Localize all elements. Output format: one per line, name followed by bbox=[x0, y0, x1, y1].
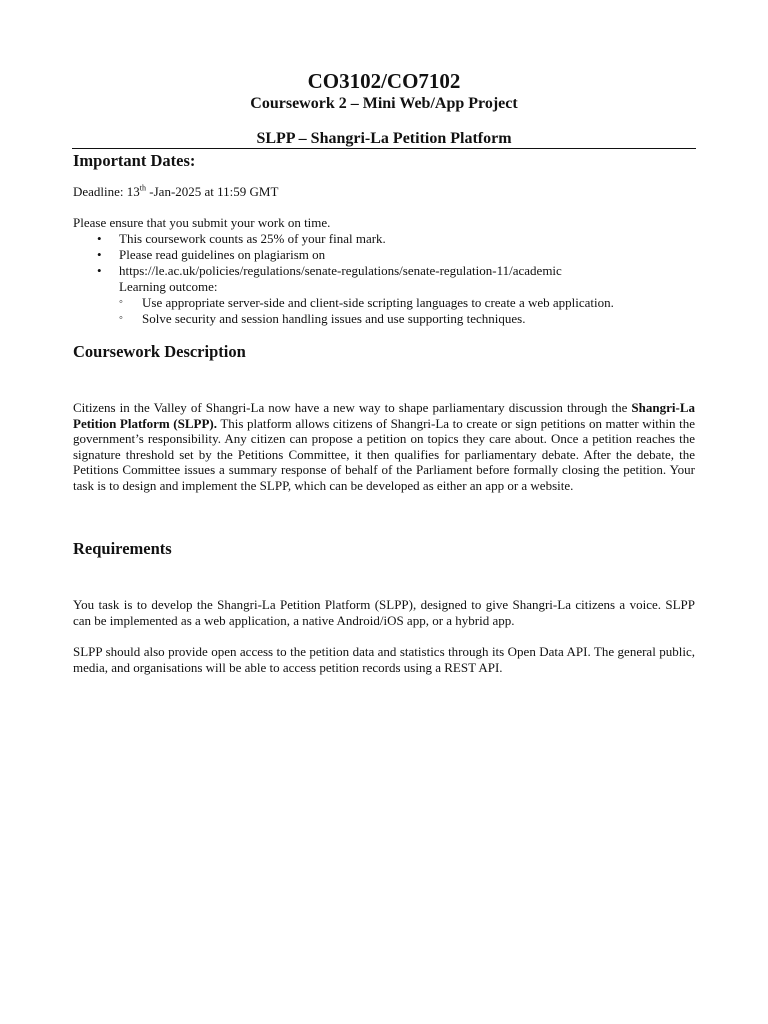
sub-bullet-icon: ◦ bbox=[119, 312, 123, 324]
important-dates-bullets bbox=[73, 231, 562, 279]
requirements-paragraph-2: SLPP should also provide open access to the petition data and statistics through its Open Data API. The general public, media, and organisations will be able to access petition records using a REST API. bbox=[73, 644, 695, 675]
requirements-paragraph-1: You task is to develop the Shangri-La Petition Platform (SLPP), designed to give Shangri-La citizens a voice. SLPP can be implemented as a web application, a native Android/iOS app, or a hybrid app. bbox=[73, 597, 695, 628]
outcome-text: Solve security and session handling issues and use supporting techniques. bbox=[142, 311, 526, 326]
bullet-text: Please read guidelines on plagiarism on bbox=[119, 247, 326, 262]
list-item bbox=[73, 231, 562, 247]
bullet-icon: • bbox=[97, 231, 102, 246]
learning-outcome-list bbox=[73, 295, 614, 327]
coursework-description-heading: Coursework Description bbox=[73, 342, 246, 361]
title-divider bbox=[72, 148, 696, 149]
requirements-heading: Requirements bbox=[73, 539, 172, 558]
project-title: SLPP – Shangri-La Petition Platform bbox=[256, 130, 512, 147]
deadline-suffix: -Jan-2025 at 11:59 GMT bbox=[146, 184, 279, 199]
coursework-description-paragraph bbox=[73, 400, 695, 493]
outcome-text: Use appropriate server-side and client-side scripting languages to create a web application. bbox=[142, 295, 614, 310]
bullet-text: This coursework counts as 25% of your final mark. bbox=[119, 231, 386, 246]
description-bold-name: Shangri-La Petition Platform (SLPP). bbox=[73, 400, 695, 431]
deadline-line bbox=[73, 184, 278, 200]
deadline-prefix: Deadline: 13 bbox=[73, 184, 140, 199]
list-item bbox=[73, 263, 562, 279]
ensure-submit-text: Please ensure that you submit your work on time. bbox=[73, 215, 331, 230]
important-dates-heading: Important Dates: bbox=[73, 151, 196, 170]
list-item bbox=[73, 311, 614, 327]
page-title: CO3102/CO7102 bbox=[307, 69, 461, 93]
bullet-icon: • bbox=[97, 247, 102, 262]
bullet-icon: • bbox=[97, 263, 102, 278]
list-item bbox=[73, 247, 562, 263]
list-item bbox=[73, 295, 614, 311]
page-subtitle: Coursework 2 – Mini Web/App Project bbox=[250, 95, 518, 112]
description-rest: This platform allows citizens of Shangri-La to create or sign petitions on matter within the government’s responsibility. Any citizen can propose a petition on topics they care about. Once a petition reaches the signature threshold set by the Petitions Committee, it then qualifies for parliamentary debate. After the debate, the Petitions Committee issues a summary response of behalf of the Parliament before formally closing the petition. Your task is to design and implement the SLPP, which can be developed as either an app or a website. bbox=[73, 415, 695, 493]
plagiarism-link[interactable]: https://le.ac.uk/policies/regulations/senate-regulations/senate-regulation-11/academic bbox=[119, 263, 562, 278]
sub-bullet-icon: ◦ bbox=[119, 296, 123, 308]
learning-outcome-label: Learning outcome: bbox=[119, 279, 218, 294]
deadline-superscript: th bbox=[139, 183, 147, 193]
description-intro: Citizens in the Valley of Shangri-La now have a new way to shape parliamentary discussion through the bbox=[73, 400, 632, 415]
